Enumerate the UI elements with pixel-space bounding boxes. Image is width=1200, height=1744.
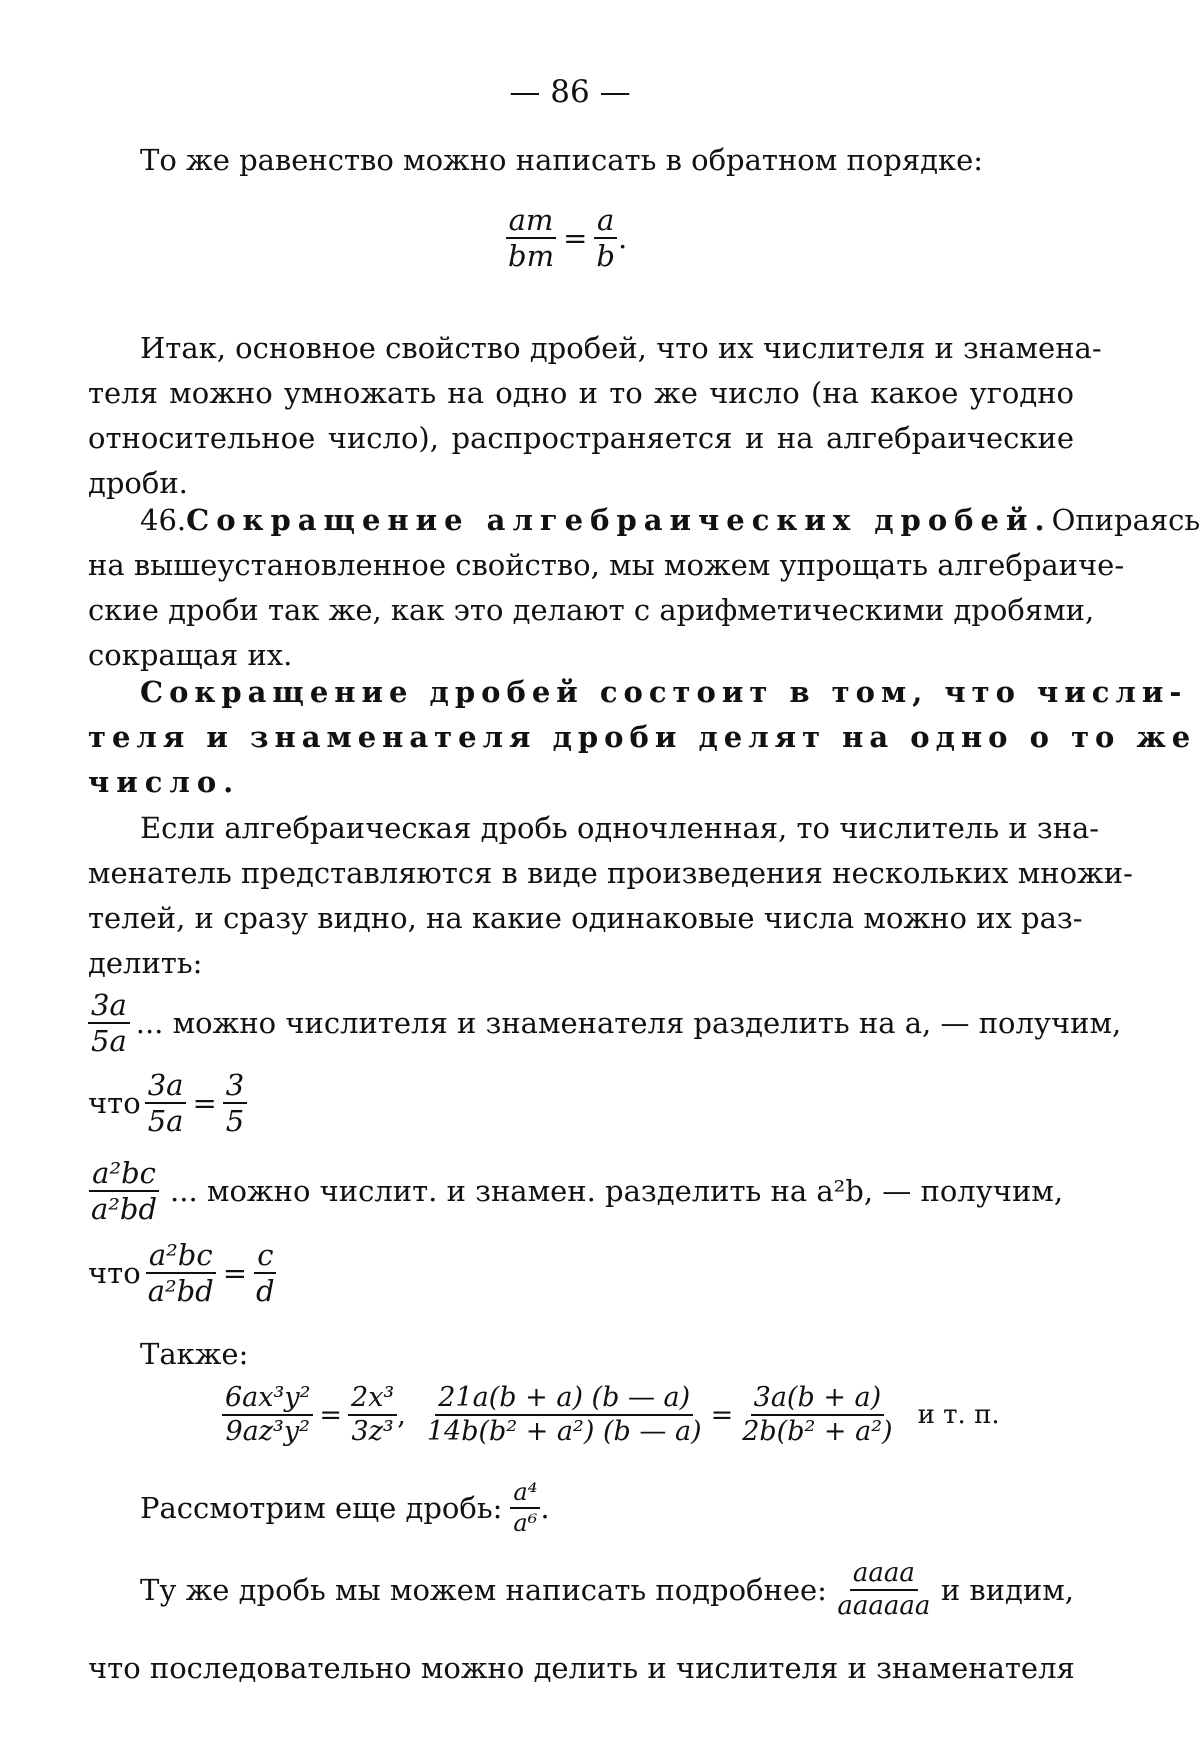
- section-title: Сокращение алгебраических дробей.: [186, 503, 1052, 537]
- fraction: $\frac{\text{a²bc}}{\text{a²bd}}$: [91, 1156, 158, 1227]
- fraction: $\frac{3}{5}$: [223, 1070, 247, 1137]
- rule-line: число.: [88, 765, 241, 799]
- text-line: Также:: [140, 1337, 249, 1371]
- fraction: $\frac{3a}{5a}$: [88, 990, 130, 1057]
- example-2: $\frac{\text{a²bc}}{\text{a²bd}}$ ... можно числит. и знамен. разделить на a²b, — получим,: [88, 1158, 1063, 1225]
- example-3: $\frac{\text{6ax³y²}}{\text{9az³y²}}$ = $\frac{\text{2x³}}{\text{3z³}}$ , $\frac{21a(b + a) (b — a)}{\text{14b(b² + a²) (b — a)}}$ = $\frac{3a(b + a)}{\text{2b(b² + a²)}}$ и т. п.: [222, 1384, 1000, 1447]
- text-line: телей, и сразу видно, на какие одинаковые числа можно их раз-: [88, 901, 1083, 935]
- fraction: $\frac{am}{bm}$: [505, 205, 557, 272]
- last-line: Ту же дробь мы можем написать подробнее: $\frac{\text{aaaa}}{\text{aaaaaa}}$ и видим,: [140, 1558, 1074, 1622]
- rule-line: Сокращение дробей состоит в том, что числи-: [140, 675, 1188, 709]
- fraction: $\frac{\text{6ax³y²}}{\text{9az³y²}}$: [222, 1384, 313, 1447]
- text-line: Итак, основное свойство дробей, что их числителя и знамена-: [140, 331, 1102, 365]
- fraction: $\frac{3a}{5a}$: [145, 1070, 187, 1137]
- text-line: делить:: [88, 946, 203, 980]
- text-line: ские дроби так же, как это делают с арифметическими дробями,: [88, 593, 1095, 627]
- section-number: 46.: [140, 503, 187, 537]
- fraction: $\frac{a}{b}$: [593, 205, 618, 272]
- fraction: $\frac{c}{d}$: [256, 1238, 275, 1309]
- text-line: что последовательно можно делить и числителя и знаменателя: [88, 1651, 1075, 1685]
- rule-line: теля и знаменателя дроби делят на одно о то же: [88, 720, 1197, 754]
- text-line: То же равенство можно написать в обратном порядке:: [140, 143, 984, 177]
- example-1: $\frac{3a}{5a}$ ... можно числителя и знаменателя разделить на a, — получим,: [88, 990, 1121, 1057]
- equation-1: $\frac{am}{bm}$ = $\frac{a}{b}$ .: [505, 205, 627, 272]
- text-line: Если алгебраическая дробь одночленная, то числитель и зна-: [140, 811, 1100, 845]
- fraction: $\frac{\text{aaaa}}{\text{aaaaaa}}$: [837, 1558, 931, 1622]
- section-heading: 46. Сокращение алгебраических дробей. Опираясь: [140, 500, 1074, 540]
- fraction: $\frac{3a(b + a)}{\text{2b(b² + a²)}}$: [742, 1382, 893, 1448]
- fraction: $\frac{\text{2x³}}{\text{3z³}}$: [348, 1384, 397, 1447]
- consider-line: Рассмотрим еще дробь: $\frac{\text{a⁴}}{\text{a⁶}}$ .: [140, 1478, 550, 1538]
- fraction: $\frac{\text{a²bc}}{\text{a²bd}}$: [147, 1238, 214, 1309]
- example-1-result: что $\frac{3a}{5a}$ = $\frac{3}{5}$: [88, 1070, 247, 1137]
- text-line: теля можно умножать на одно и то же число (на какое угодно: [88, 376, 1074, 410]
- example-2-result: что $\frac{\text{a²bc}}{\text{a²bd}}$ = $\frac{c}{d}$: [88, 1240, 278, 1307]
- fraction: $\frac{21a(b + a) (b — a)}{\text{14b(b² + a²) (b — a)}}$: [426, 1382, 702, 1448]
- text-line: дроби.: [88, 466, 188, 500]
- page-number: — 86 —: [509, 74, 631, 110]
- text-line: менатель представляются в виде произведения нескольких множи-: [88, 856, 1133, 890]
- text-line: на вышеустановленное свойство, мы можем упрощать алгебраиче-: [88, 548, 1125, 582]
- text-line: относительное число), распространяется и на алгебраические: [88, 421, 1074, 455]
- text-line: сокращая их.: [88, 638, 293, 672]
- fraction: $\frac{\text{a⁴}}{\text{a⁶}}$: [510, 1480, 540, 1536]
